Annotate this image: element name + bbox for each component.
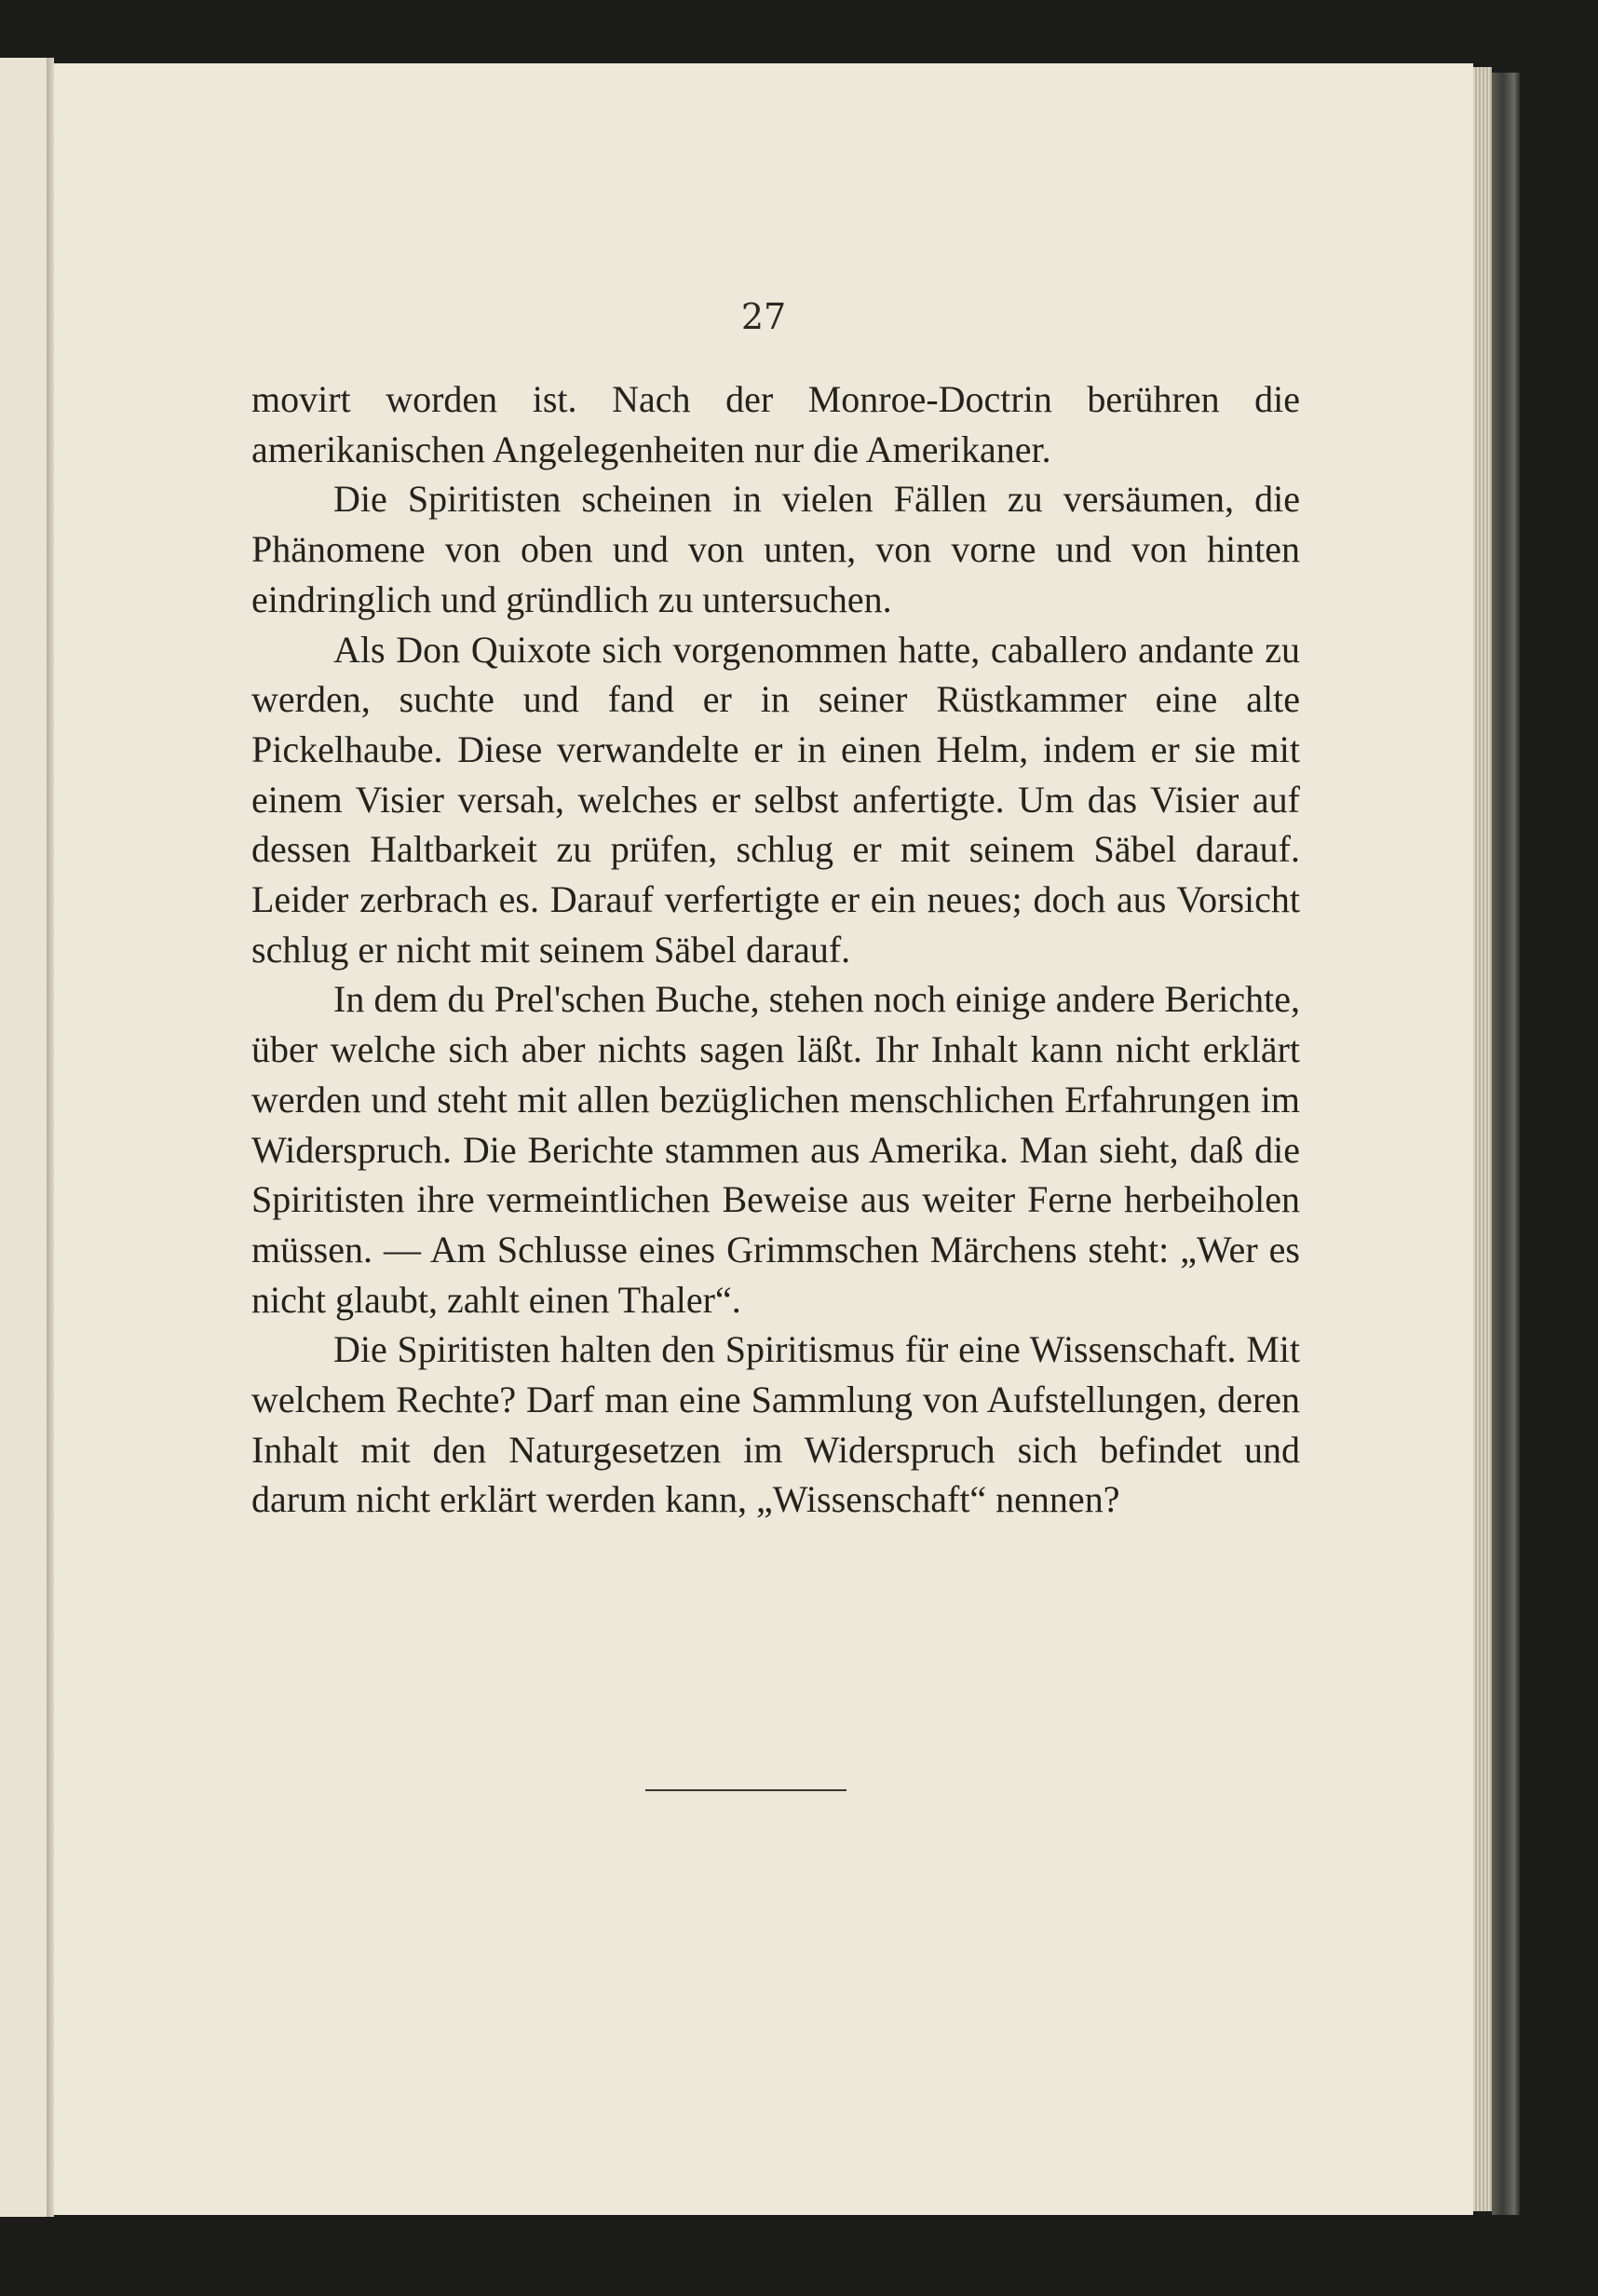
page-number: 27 xyxy=(740,296,787,337)
paragraph: Die Spiritisten halten den Spiritismus für eine Wissenschaft. Mit welchem Rechte? Darf man eine Sammlung von Aufstellungen, deren Inhalt mit den Naturgesetzen im Widerspruch sich befindet und darum nicht erklärt werden kann, „Wissenschaft“ nennen? xyxy=(251,1328,1300,1521)
page-body xyxy=(251,374,1300,1525)
section-end-rule xyxy=(645,1789,846,1791)
book-gutter xyxy=(47,58,54,2217)
book-spine xyxy=(1492,73,1520,2215)
page-edges xyxy=(1473,67,1492,2211)
left-page-edge xyxy=(0,58,47,2217)
paragraph: Die Spiritisten scheinen in vielen Fällen zu versäumen, die Phänomene von oben und von unten, von vorne und von hinten eindringlich und gründlich zu untersuchen. xyxy=(251,478,1300,620)
paragraph: movirt worden ist. Nach der Monroe-Doctrin berühren die amerikanischen Angelegenheiten nur die Amerikaner. xyxy=(251,378,1300,470)
book-page xyxy=(54,63,1473,2215)
paragraph: In dem du Prel'schen Buche, stehen noch einige andere Berichte, über welche sich aber nichts sagen läßt. Ihr Inhalt kann nicht erklärt werden und steht mit allen bezüglichen menschlichen Erfahrungen im Widerspruch. Die Berichte stammen aus Amerika. Man sieht, daß die Spiritisten ihre vermeintlichen Beweise aus weiter Ferne herbeiholen müssen. — Am Schlusse eines Grimmschen Märchens steht: „Wer es nicht glaubt, zahlt einen Thaler“. xyxy=(251,978,1300,1321)
paragraph: Als Don Quixote sich vorgenommen hatte, caballero andante zu werden, suchte und fand er in seiner Rüstkammer eine alte Pickelhaube. Diese verwandelte er in einen Helm, indem er sie mit einem Visier versah, welches er selbst anfertigte. Um das Visier auf dessen Haltbarkeit zu prüfen, schlug er mit seinem Säbel darauf. Leider zerbrach es. Darauf verfertigte er ein neues; doch aus Vorsicht schlug er nicht mit seinem Säbel darauf. xyxy=(251,628,1300,971)
